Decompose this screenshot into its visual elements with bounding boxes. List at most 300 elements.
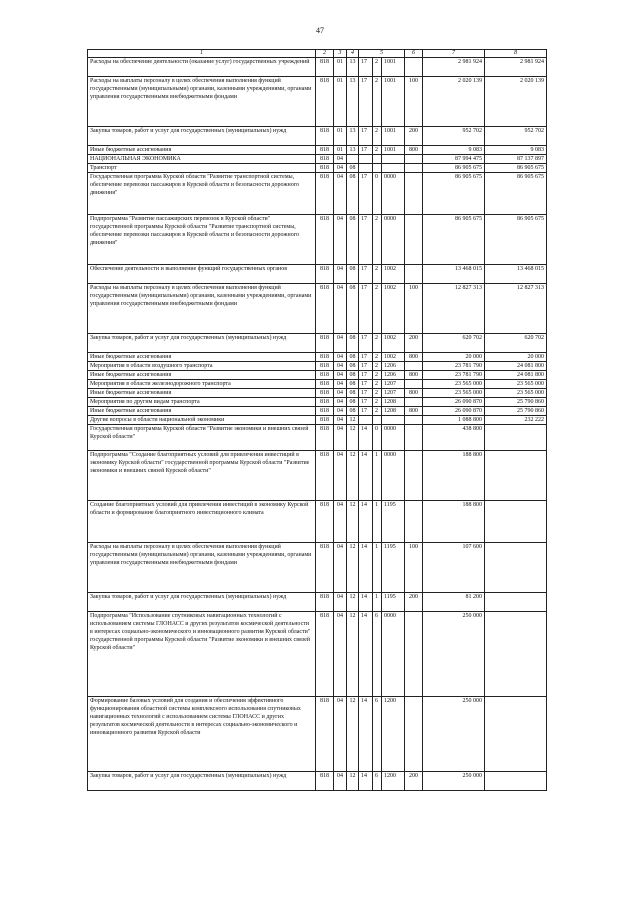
subsection-code: 12	[347, 501, 359, 543]
grbs-code: 818	[316, 127, 334, 146]
table-row	[88, 215, 547, 265]
expense-type-code	[405, 612, 423, 697]
amount-year-1: 23 565 000	[423, 389, 485, 398]
target-article-program: 17	[359, 284, 373, 334]
section-code: 04	[334, 362, 347, 371]
section-code: 01	[334, 58, 347, 77]
table-row	[88, 265, 547, 284]
grbs-code: 818	[316, 593, 334, 612]
subsection-code: 12	[347, 416, 359, 425]
target-article-subprogram	[373, 155, 382, 164]
amount-year-2	[485, 612, 547, 697]
amount-year-1: 86 905 675	[423, 164, 485, 173]
target-article-direction: 1002	[382, 265, 405, 284]
section-code: 04	[334, 284, 347, 334]
grbs-code: 818	[316, 265, 334, 284]
grbs-code: 818	[316, 398, 334, 407]
table-row	[88, 543, 547, 593]
target-article-program: 17	[359, 362, 373, 371]
target-article-direction: 1002	[382, 334, 405, 353]
table-row	[88, 362, 547, 371]
amount-year-2: 620 702	[485, 334, 547, 353]
row-name: Формирование базовых условий для создания и обеспечения эффективного функционирования областной системы комплексного использования спутниковых навигационных технологий с использованием системы ГЛОНАСС и других результатов космической деятельности в интересах социально-экономического и инновационного развития Курской области	[88, 697, 316, 772]
target-article-direction	[382, 416, 405, 425]
row-name: Расходы на обеспечение деятельности (оказание услуг) государственных учреждений	[88, 58, 316, 77]
expense-type-code: 100	[405, 77, 423, 127]
grbs-code: 818	[316, 416, 334, 425]
expense-type-code	[405, 380, 423, 389]
amount-year-2: 23 565 000	[485, 380, 547, 389]
target-article-program: 17	[359, 407, 373, 416]
target-article-program: 14	[359, 501, 373, 543]
amount-year-2	[485, 697, 547, 772]
table-row	[88, 772, 547, 791]
amount-year-1: 1 088 800	[423, 416, 485, 425]
target-article-program: 17	[359, 77, 373, 127]
amount-year-1: 620 702	[423, 334, 485, 353]
subsection-code: 13	[347, 127, 359, 146]
amount-year-2: 24 081 800	[485, 362, 547, 371]
row-name: Государственная программа Курской области "Развитие транспортной системы, обеспечение перевозки пассажиров в Курской области и безопасности дорожного движения"	[88, 173, 316, 215]
grbs-code: 818	[316, 543, 334, 593]
amount-year-2: 25 790 860	[485, 407, 547, 416]
target-article-direction: 1208	[382, 407, 405, 416]
row-name: Закупка товаров, работ и услуг для государственных (муниципальных) нужд	[88, 127, 316, 146]
row-name: Закупка товаров, работ и услуг для государственных (муниципальных) нужд	[88, 593, 316, 612]
subsection-code: 08	[347, 389, 359, 398]
target-article-subprogram: 2	[373, 265, 382, 284]
section-code: 04	[334, 451, 347, 501]
table-row	[88, 77, 547, 127]
target-article-subprogram: 1	[373, 543, 382, 593]
header-row	[88, 50, 547, 58]
amount-year-2: 20 000	[485, 353, 547, 362]
table-row	[88, 407, 547, 416]
target-article-subprogram: 1	[373, 501, 382, 543]
subsection-code: 12	[347, 451, 359, 501]
table-row	[88, 501, 547, 543]
amount-year-1: 250 000	[423, 697, 485, 772]
target-article-program: 14	[359, 772, 373, 791]
row-name: Создание благоприятных условий для привлечения инвестиций в экономику Курской области и формирование благоприятного инвестиционного климата	[88, 501, 316, 543]
amount-year-1: 23 565 000	[423, 380, 485, 389]
expense-type-code	[405, 362, 423, 371]
row-name: Мероприятия в области железнодорожного транспорта	[88, 380, 316, 389]
target-article-program: 17	[359, 127, 373, 146]
subsection-code: 12	[347, 612, 359, 697]
expense-type-code: 200	[405, 593, 423, 612]
target-article-direction: 1195	[382, 501, 405, 543]
subsection-code: 08	[347, 334, 359, 353]
subsection-code: 08	[347, 398, 359, 407]
target-article-direction: 1200	[382, 697, 405, 772]
target-article-subprogram: 2	[373, 380, 382, 389]
expense-type-code: 200	[405, 334, 423, 353]
section-code: 04	[334, 155, 347, 164]
target-article-subprogram: 0	[373, 173, 382, 215]
section-code: 04	[334, 380, 347, 389]
target-article-direction: 1195	[382, 593, 405, 612]
amount-year-1: 250 000	[423, 612, 485, 697]
table-row	[88, 127, 547, 146]
target-article-subprogram: 2	[373, 389, 382, 398]
row-name: Иные бюджетные ассигнования	[88, 146, 316, 155]
target-article-subprogram: 6	[373, 612, 382, 697]
table-row	[88, 612, 547, 697]
amount-year-2: 24 081 800	[485, 371, 547, 380]
target-article-direction: 1200	[382, 772, 405, 791]
section-code: 04	[334, 416, 347, 425]
target-article-program: 17	[359, 265, 373, 284]
amount-year-1: 20 000	[423, 353, 485, 362]
target-article-direction: 0000	[382, 425, 405, 451]
amount-year-2: 2 981 924	[485, 58, 547, 77]
amount-year-2: 86 905 675	[485, 164, 547, 173]
amount-year-1: 81 200	[423, 593, 485, 612]
expense-type-code	[405, 398, 423, 407]
section-code: 04	[334, 173, 347, 215]
table-row	[88, 416, 547, 425]
subsection-code: 12	[347, 593, 359, 612]
table-row	[88, 593, 547, 612]
target-article-direction: 0000	[382, 451, 405, 501]
target-article-direction: 1001	[382, 77, 405, 127]
target-article-direction: 1206	[382, 362, 405, 371]
amount-year-1: 188 800	[423, 451, 485, 501]
row-name: Расходы на выплаты персоналу в целях обеспечения выполнения функций государственными (муниципальными) органами, казенными учреждениями, органами управления государственными внебюджетными фондами	[88, 284, 316, 334]
amount-year-2	[485, 772, 547, 791]
expense-type-code: 800	[405, 371, 423, 380]
target-article-program	[359, 155, 373, 164]
amount-year-2: 2 020 139	[485, 77, 547, 127]
amount-year-1: 107 600	[423, 543, 485, 593]
column-header: 1	[88, 50, 316, 58]
target-article-program: 17	[359, 398, 373, 407]
target-article-subprogram: 0	[373, 425, 382, 451]
expense-type-code	[405, 451, 423, 501]
amount-year-2: 13 468 015	[485, 265, 547, 284]
row-name: Мероприятия в области воздушного транспорта	[88, 362, 316, 371]
amount-year-2: 86 905 675	[485, 173, 547, 215]
target-article-subprogram: 2	[373, 398, 382, 407]
grbs-code: 818	[316, 425, 334, 451]
row-name: Иные бюджетные ассигнования	[88, 389, 316, 398]
expense-type-code	[405, 58, 423, 77]
expense-type-code: 800	[405, 146, 423, 155]
grbs-code: 818	[316, 389, 334, 398]
section-code: 04	[334, 501, 347, 543]
grbs-code: 818	[316, 155, 334, 164]
target-article-program: 17	[359, 380, 373, 389]
target-article-direction: 1207	[382, 380, 405, 389]
expense-type-code: 200	[405, 772, 423, 791]
amount-year-1: 86 905 675	[423, 215, 485, 265]
target-article-program: 17	[359, 371, 373, 380]
target-article-direction: 0000	[382, 173, 405, 215]
target-article-direction: 1207	[382, 389, 405, 398]
amount-year-2	[485, 593, 547, 612]
grbs-code: 818	[316, 77, 334, 127]
amount-year-1: 2 020 139	[423, 77, 485, 127]
table-row	[88, 353, 547, 362]
target-article-subprogram: 2	[373, 215, 382, 265]
grbs-code: 818	[316, 215, 334, 265]
column-header: 2	[316, 50, 334, 58]
amount-year-1: 438 800	[423, 425, 485, 451]
target-article-direction: 1206	[382, 371, 405, 380]
target-article-subprogram: 2	[373, 284, 382, 334]
expense-type-code	[405, 173, 423, 215]
expense-type-code	[405, 155, 423, 164]
amount-year-1: 26 090 870	[423, 407, 485, 416]
table-row	[88, 58, 547, 77]
table-row	[88, 284, 547, 334]
table-row	[88, 371, 547, 380]
row-name: Иные бюджетные ассигнования	[88, 353, 316, 362]
section-code: 01	[334, 77, 347, 127]
grbs-code: 818	[316, 284, 334, 334]
amount-year-2: 87 137 897	[485, 155, 547, 164]
section-code: 04	[334, 353, 347, 362]
section-code: 04	[334, 389, 347, 398]
subsection-code: 08	[347, 407, 359, 416]
amount-year-1: 87 994 475	[423, 155, 485, 164]
target-article-subprogram: 2	[373, 407, 382, 416]
row-name: Другие вопросы в области национальной экономики	[88, 416, 316, 425]
expense-type-code	[405, 501, 423, 543]
table-row	[88, 173, 547, 215]
section-code: 04	[334, 265, 347, 284]
target-article-subprogram: 2	[373, 371, 382, 380]
target-article-subprogram: 2	[373, 362, 382, 371]
row-name: Подпрограмма "Создание благоприятных условий для привлечения инвестиций в экономику Курской области" государственной программы Курской области "Развитие экономики и внешних связей Курской области"	[88, 451, 316, 501]
expense-type-code: 800	[405, 407, 423, 416]
grbs-code: 818	[316, 146, 334, 155]
grbs-code: 818	[316, 697, 334, 772]
amount-year-1: 250 000	[423, 772, 485, 791]
table-row	[88, 164, 547, 173]
amount-year-2: 25 790 860	[485, 398, 547, 407]
amount-year-2	[485, 543, 547, 593]
table-row	[88, 389, 547, 398]
row-name: Государственная программа Курской области "Развитие экономики и внешних связей Курской области"	[88, 425, 316, 451]
target-article-program: 14	[359, 593, 373, 612]
target-article-program: 14	[359, 451, 373, 501]
target-article-program: 17	[359, 215, 373, 265]
amount-year-1: 9 083	[423, 146, 485, 155]
target-article-subprogram	[373, 416, 382, 425]
target-article-direction: 1002	[382, 284, 405, 334]
subsection-code: 08	[347, 371, 359, 380]
grbs-code: 818	[316, 772, 334, 791]
section-code: 04	[334, 772, 347, 791]
amount-year-2	[485, 425, 547, 451]
grbs-code: 818	[316, 407, 334, 416]
section-code: 04	[334, 425, 347, 451]
target-article-subprogram: 2	[373, 146, 382, 155]
section-code: 01	[334, 127, 347, 146]
amount-year-2: 12 827 313	[485, 284, 547, 334]
section-code: 04	[334, 593, 347, 612]
amount-year-2	[485, 451, 547, 501]
target-article-subprogram: 2	[373, 334, 382, 353]
table-row	[88, 425, 547, 451]
subsection-code: 08	[347, 380, 359, 389]
amount-year-1: 86 905 675	[423, 173, 485, 215]
expense-type-code	[405, 265, 423, 284]
amount-year-1: 188 800	[423, 501, 485, 543]
target-article-subprogram: 1	[373, 451, 382, 501]
row-name: Транспорт	[88, 164, 316, 173]
target-article-program: 17	[359, 173, 373, 215]
target-article-direction: 1001	[382, 146, 405, 155]
row-name: Иные бюджетные ассигнования	[88, 407, 316, 416]
section-code: 04	[334, 697, 347, 772]
target-article-direction: 1001	[382, 58, 405, 77]
target-article-program: 14	[359, 697, 373, 772]
expense-type-code	[405, 215, 423, 265]
target-article-subprogram: 2	[373, 353, 382, 362]
subsection-code: 12	[347, 697, 359, 772]
row-name: Подпрограмма "Развитие пассажирских перевозок в Курской области" государственной программы Курской области "Развитие транспортной системы, обеспечение перевозки пассажиров в Курской области и безопасности дорожного движения"	[88, 215, 316, 265]
target-article-direction	[382, 155, 405, 164]
table-row	[88, 146, 547, 155]
subsection-code: 13	[347, 58, 359, 77]
target-article-program: 17	[359, 334, 373, 353]
section-code: 04	[334, 164, 347, 173]
row-name: Закупка товаров, работ и услуг для государственных (муниципальных) нужд	[88, 334, 316, 353]
subsection-code: 08	[347, 215, 359, 265]
amount-year-1: 13 468 015	[423, 265, 485, 284]
subsection-code: 12	[347, 543, 359, 593]
target-article-direction: 1195	[382, 543, 405, 593]
section-code: 04	[334, 371, 347, 380]
table-row	[88, 155, 547, 164]
section-code: 04	[334, 612, 347, 697]
target-article-program: 17	[359, 389, 373, 398]
subsection-code: 12	[347, 772, 359, 791]
grbs-code: 818	[316, 353, 334, 362]
target-article-program: 14	[359, 543, 373, 593]
target-article-direction: 0000	[382, 215, 405, 265]
target-article-direction	[382, 164, 405, 173]
column-header: 4	[347, 50, 359, 58]
grbs-code: 818	[316, 612, 334, 697]
grbs-code: 818	[316, 362, 334, 371]
expense-type-code: 800	[405, 353, 423, 362]
row-name: Мероприятия по другим видам транспорта	[88, 398, 316, 407]
amount-year-2: 232 222	[485, 416, 547, 425]
subsection-code: 08	[347, 173, 359, 215]
grbs-code: 818	[316, 380, 334, 389]
target-article-direction: 0000	[382, 612, 405, 697]
target-article-direction: 1001	[382, 127, 405, 146]
amount-year-2: 952 702	[485, 127, 547, 146]
expense-type-code: 800	[405, 389, 423, 398]
grbs-code: 818	[316, 334, 334, 353]
target-article-subprogram: 1	[373, 593, 382, 612]
grbs-code: 818	[316, 451, 334, 501]
budget-table	[87, 49, 547, 791]
table-row	[88, 398, 547, 407]
grbs-code: 818	[316, 371, 334, 380]
target-article-subprogram: 6	[373, 697, 382, 772]
section-code: 04	[334, 398, 347, 407]
row-name: Расходы на выплаты персоналу в целях обеспечения выполнения функций государственными (муниципальными) органами, казенными учреждениями, органами управления государственными внебюджетными фондами	[88, 543, 316, 593]
target-article-subprogram: 2	[373, 58, 382, 77]
column-header: 6	[405, 50, 423, 58]
table-row	[88, 697, 547, 772]
column-header: 3	[334, 50, 347, 58]
section-code: 04	[334, 407, 347, 416]
row-name: НАЦИОНАЛЬНАЯ ЭКОНОМИКА	[88, 155, 316, 164]
target-article-subprogram: 2	[373, 77, 382, 127]
target-article-subprogram	[373, 164, 382, 173]
row-name: Расходы на выплаты персоналу в целях обеспечения выполнения функций государственными (муниципальными) органами, казенными учреждениями, органами управления государственными внебюджетными фондами	[88, 77, 316, 127]
section-code: 04	[334, 215, 347, 265]
expense-type-code	[405, 416, 423, 425]
subsection-code: 08	[347, 362, 359, 371]
amount-year-1: 12 827 313	[423, 284, 485, 334]
amount-year-1: 26 090 870	[423, 398, 485, 407]
target-article-program	[359, 164, 373, 173]
amount-year-1: 23 781 790	[423, 371, 485, 380]
target-article-subprogram: 6	[373, 772, 382, 791]
row-name: Обеспечение деятельности и выполнение функций государственных органов	[88, 265, 316, 284]
target-article-subprogram: 2	[373, 127, 382, 146]
target-article-program: 14	[359, 612, 373, 697]
amount-year-1: 2 981 924	[423, 58, 485, 77]
expense-type-code: 100	[405, 543, 423, 593]
target-article-program	[359, 416, 373, 425]
section-code: 04	[334, 334, 347, 353]
grbs-code: 818	[316, 58, 334, 77]
target-article-program: 17	[359, 58, 373, 77]
amount-year-1: 23 781 790	[423, 362, 485, 371]
target-article-program: 17	[359, 146, 373, 155]
row-name: Подпрограмма "Использование спутниковых навигационных технологий с использованием системы ГЛОНАСС и других результатов космической деятельности в интересах социально-экономического и инновационного развития Курской области" государственной программы Курской области "Развитие экономики и внешних связей Курской области"	[88, 612, 316, 697]
amount-year-2: 9 083	[485, 146, 547, 155]
subsection-code: 13	[347, 77, 359, 127]
subsection-code	[347, 155, 359, 164]
subsection-code: 08	[347, 353, 359, 362]
subsection-code: 08	[347, 265, 359, 284]
section-code: 01	[334, 146, 347, 155]
subsection-code: 12	[347, 425, 359, 451]
expense-type-code	[405, 425, 423, 451]
target-article-program: 17	[359, 353, 373, 362]
table-row	[88, 334, 547, 353]
amount-year-2: 86 905 675	[485, 215, 547, 265]
row-name: Закупка товаров, работ и услуг для государственных (муниципальных) нужд	[88, 772, 316, 791]
expense-type-code	[405, 164, 423, 173]
expense-type-code: 100	[405, 284, 423, 334]
target-article-direction: 1208	[382, 398, 405, 407]
subsection-code: 08	[347, 284, 359, 334]
column-header: 5	[359, 50, 405, 58]
subsection-code: 08	[347, 164, 359, 173]
table-row	[88, 451, 547, 501]
table-row	[88, 380, 547, 389]
expense-type-code	[405, 697, 423, 772]
target-article-direction: 1002	[382, 353, 405, 362]
amount-year-2: 23 565 000	[485, 389, 547, 398]
expense-type-code: 200	[405, 127, 423, 146]
grbs-code: 818	[316, 164, 334, 173]
subsection-code: 13	[347, 146, 359, 155]
section-code: 04	[334, 543, 347, 593]
column-header: 8	[485, 50, 547, 58]
